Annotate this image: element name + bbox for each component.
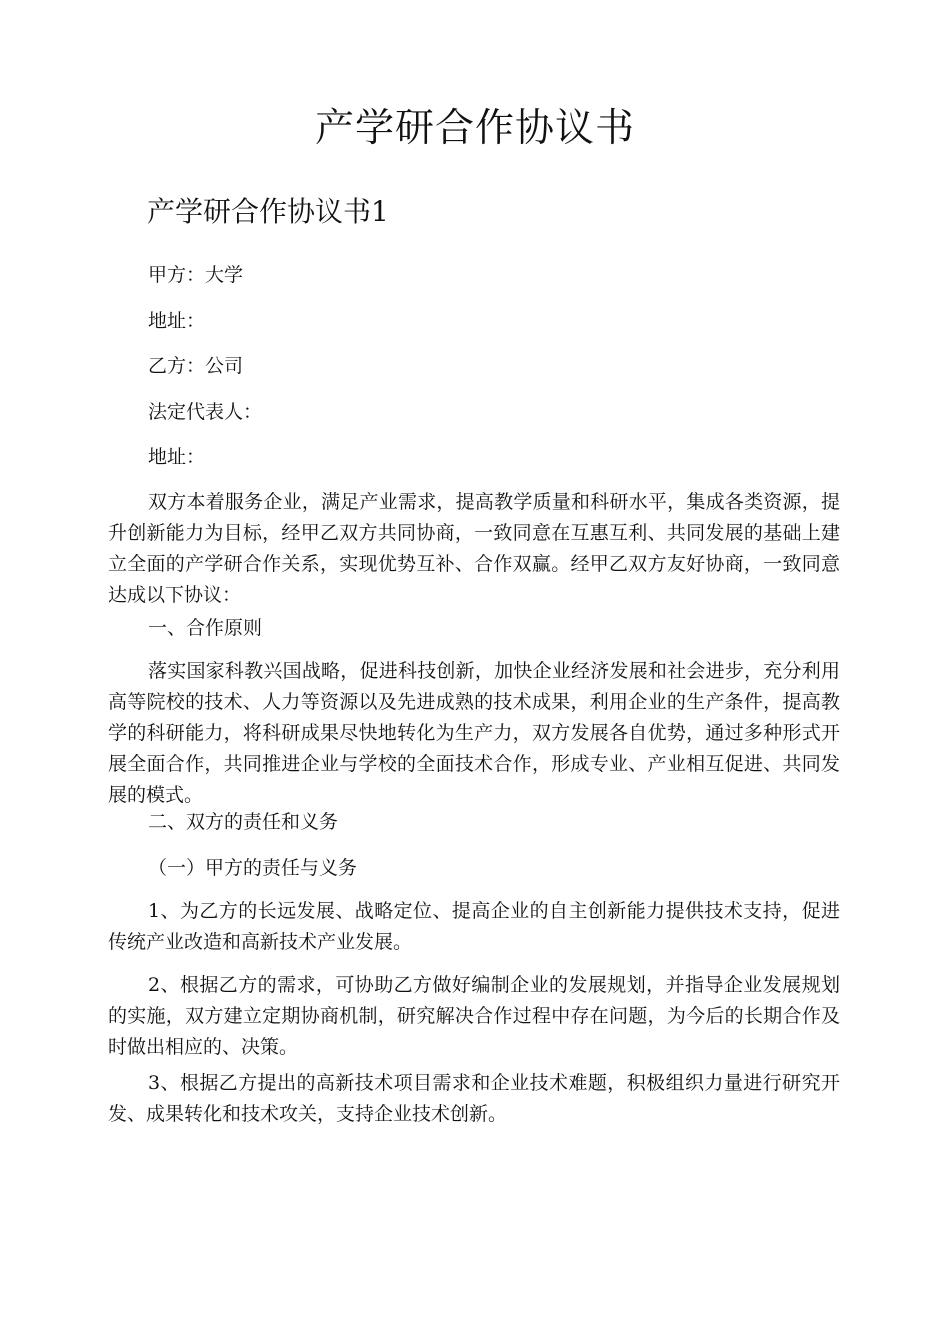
legal-representative-line: 法定代表人： — [148, 401, 263, 423]
document-title: 产学研合作协议书 — [314, 106, 635, 151]
party-a-address-line: 地址： — [148, 310, 206, 332]
subheading-party-a-duties: （一）甲方的责任与义务 — [148, 857, 358, 879]
section-title: 产学研合作协议书1 — [147, 195, 389, 228]
party-b-address-line: 地址： — [148, 446, 206, 468]
duty-item-2: 2、根据乙方的需求，可协助乙方做好编制企业的发展规划，并指导企业发展规划的实施，双方建立定期协商机制，研究解决合作过程中存在问题，为今后的长期合作及时做出相应的、决策。 — [108, 974, 840, 1058]
principle-paragraph: 落实国家科教兴国战略，促进科技创新，加快企业经济发展和社会进步，充分利用高等院校的技术、人力等资源以及先进成熟的技术成果，利用企业的生产条件，提高教学的科研能力，将科研成果尽快地转化为生产力，双方发展各自优势，通过多种形式开展全面合作，共同推进企业与学校的全面技术合作，形成专业、产业相互促进、共同发展的模式。 — [108, 660, 840, 806]
duty-item-3: 3、根据乙方提出的高新技术项目需求和企业技术难题，积极组织力量进行研究开发、成果转化和技术攻关，支持企业技术创新。 — [108, 1072, 840, 1125]
party-a-line: 甲方：大学 — [148, 264, 244, 286]
duty-item-1: 1、为乙方的长远发展、战略定位、提高企业的自主创新能力提供技术支持，促进传统产业改造和高新技术产业发展。 — [108, 900, 840, 953]
heading-responsibilities: 二、双方的责任和义务 — [148, 811, 339, 833]
heading-cooperation-principles: 一、合作原则 — [148, 617, 263, 639]
intro-paragraph: 双方本着服务企业，满足产业需求，提高教学质量和科研水平，集成各类资源，提升创新能力为目标，经甲乙双方共同协商，一致同意在互惠互利、共同发展的基础上建立全面的产学研合作关系，实现优势互补、合作双赢。经甲乙双方友好协商，一致同意达成以下协议： — [108, 491, 840, 606]
party-b-line: 乙方：公司 — [148, 355, 244, 377]
